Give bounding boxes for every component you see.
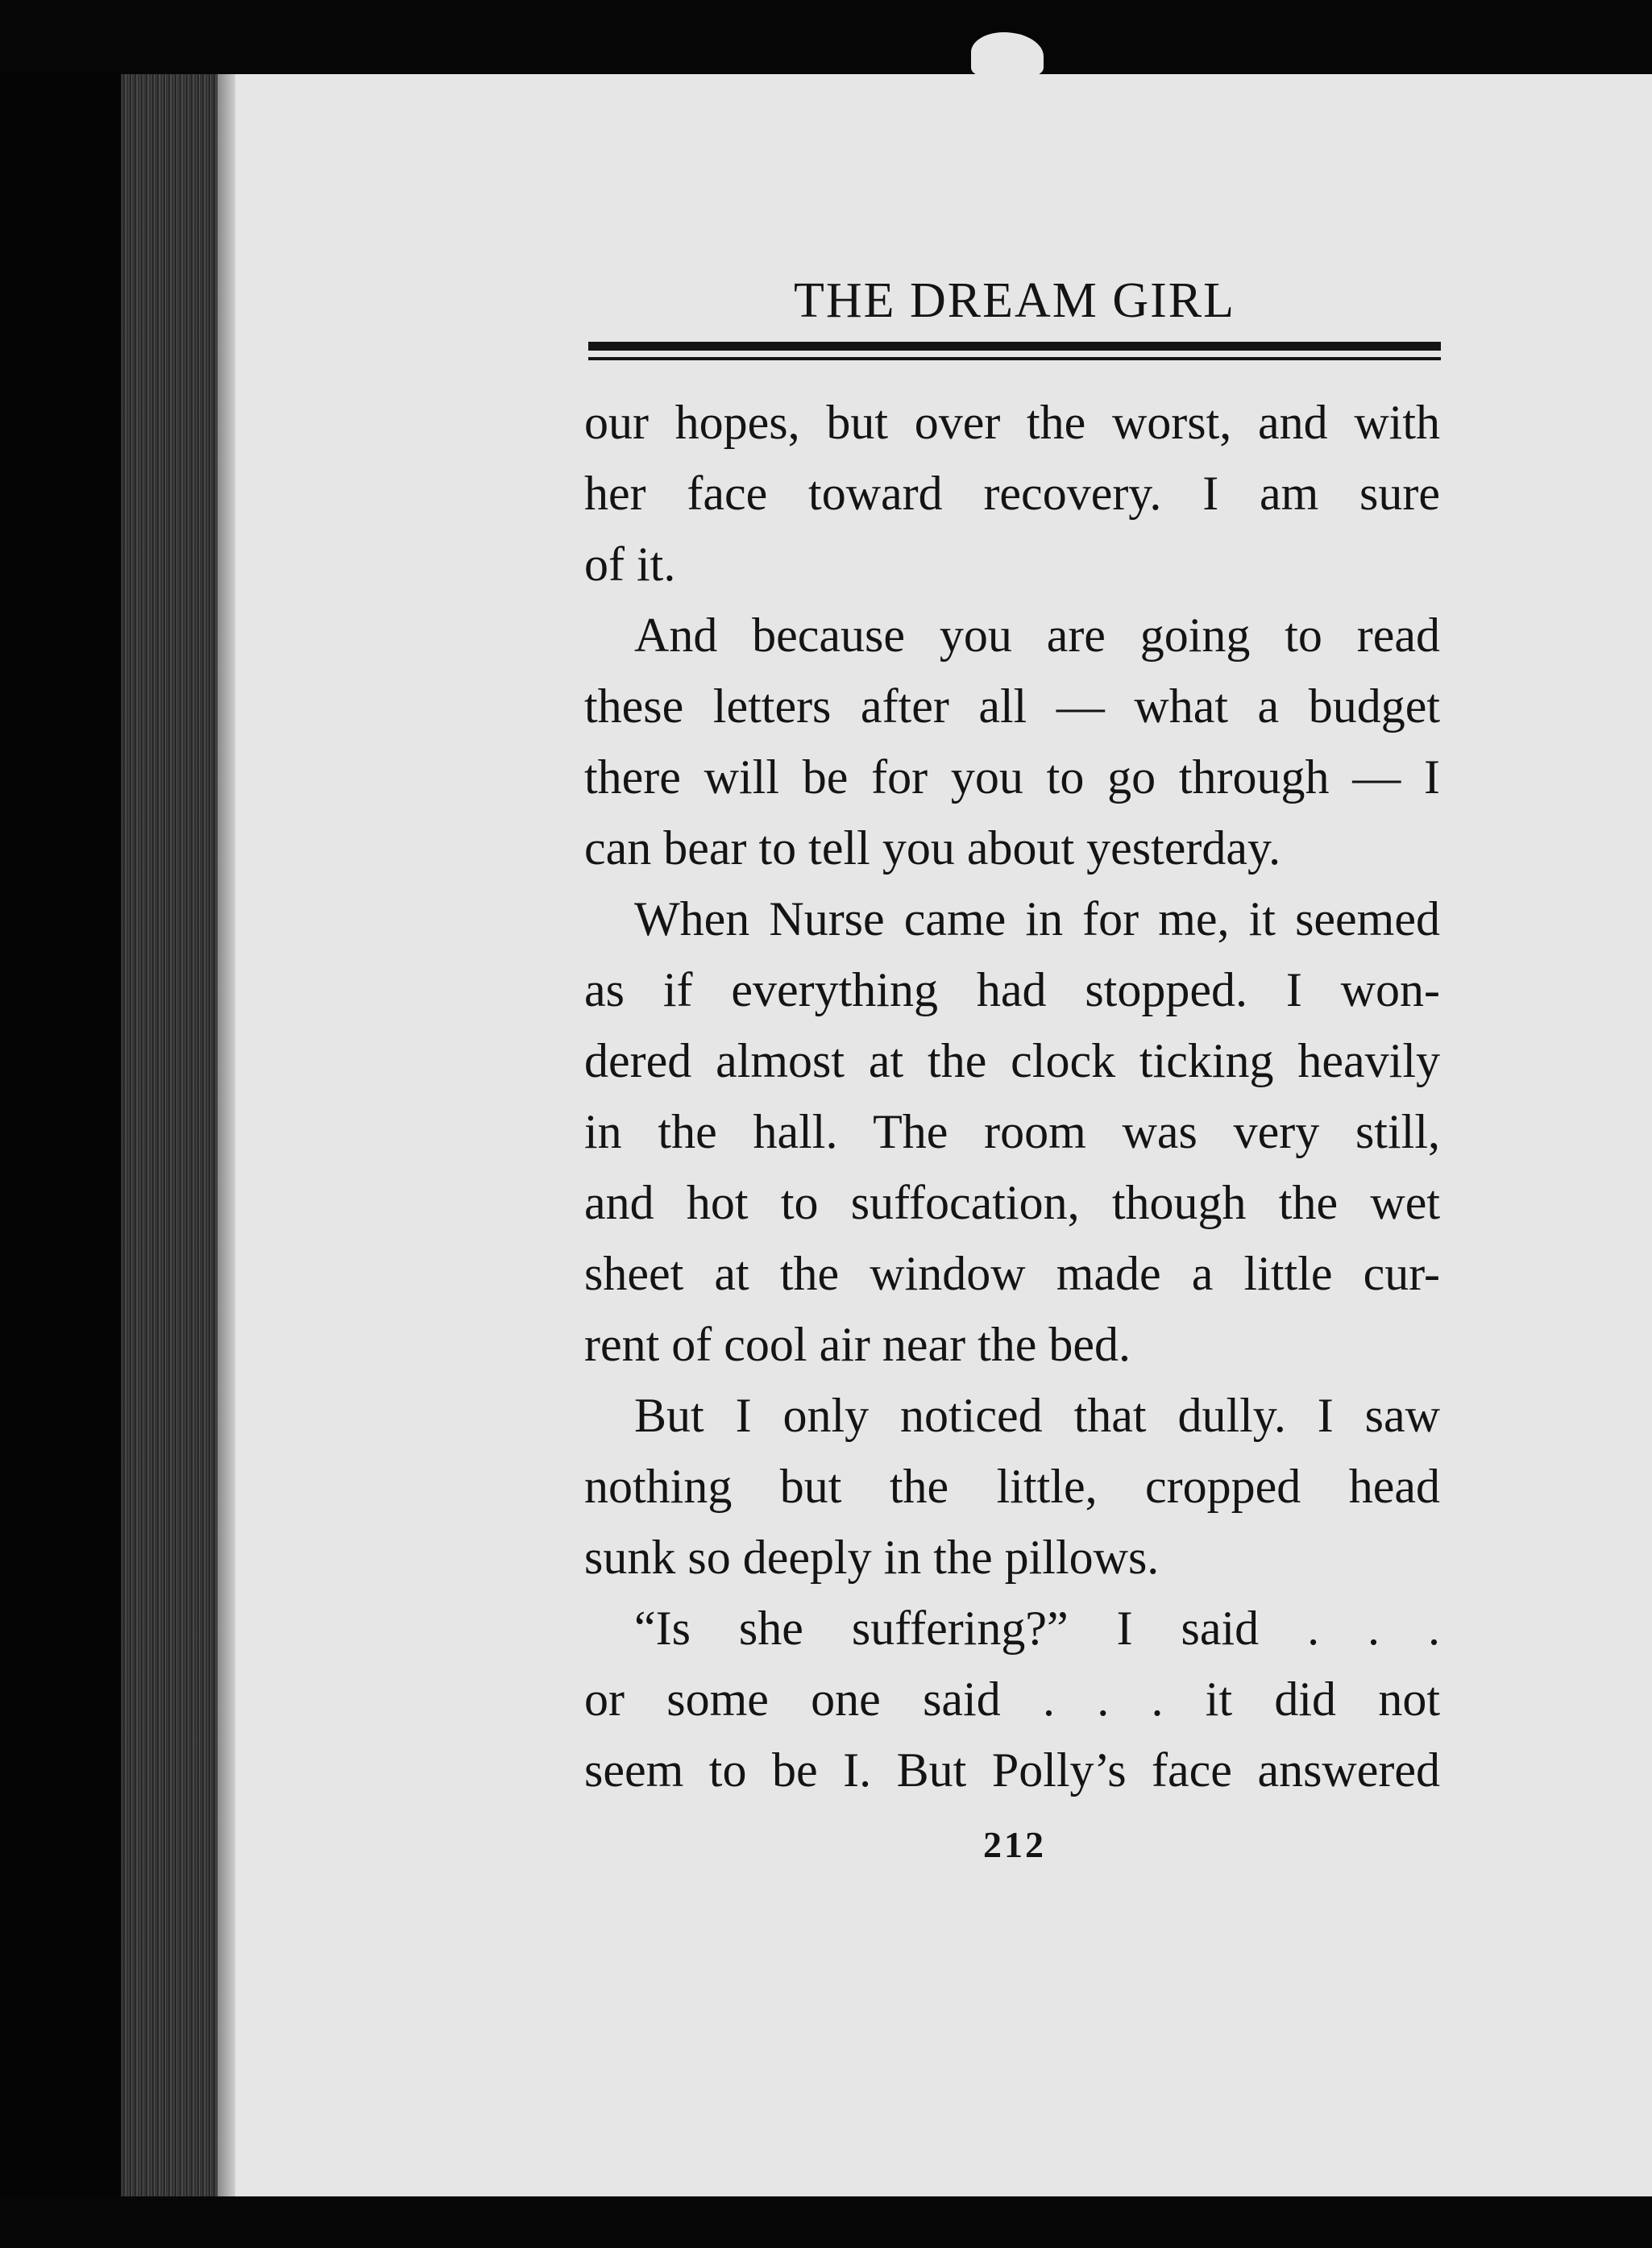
text-line: these letters after all — what a budget — [584, 679, 1440, 733]
page-number: 212 — [983, 1824, 1046, 1865]
text-line: But I only noticed that dully. I saw — [634, 1389, 1440, 1442]
scan-border-top — [0, 0, 1652, 74]
scan-border-bottom — [0, 2196, 1652, 2248]
text-line: “Is she suffering?” I said . . . — [634, 1602, 1440, 1655]
body-text — [584, 387, 1440, 1805]
text-line: as if everything had stopped. I won- — [584, 963, 1440, 1016]
text-line: and hot to suffocation, though the wet — [584, 1176, 1440, 1229]
text-line: can bear to tell you about yesterday. — [584, 821, 1281, 875]
text-line: or some one said . . . it did not — [584, 1672, 1440, 1726]
text-line: seem to be I. But Polly’s face answered — [584, 1743, 1440, 1797]
header-rule-thin — [588, 357, 1441, 360]
header-rule-thick — [588, 342, 1441, 351]
text-line: in the hall. The room was very still, — [584, 1105, 1440, 1158]
text-line: rent of cool air near the bed. — [584, 1318, 1131, 1371]
text-line: of it. — [584, 538, 676, 591]
text-line: When Nurse came in for me, it seemed — [634, 892, 1440, 945]
text-line: And because you are going to read — [634, 609, 1440, 662]
text-line: nothing but the little, cropped head — [584, 1460, 1440, 1513]
page-gutter-edge — [218, 74, 235, 2196]
text-line: sunk so deeply in the pillows. — [584, 1531, 1160, 1584]
text-line: our hopes, but over the worst, and with — [584, 396, 1440, 449]
text-line: sheet at the window made a little cur- — [584, 1247, 1440, 1300]
running-head: THE DREAM GIRL — [793, 273, 1236, 328]
book-spine — [121, 74, 234, 2196]
text-line: her face toward recovery. I am sure — [584, 467, 1440, 520]
text-line: dered almost at the clock ticking heavily — [584, 1034, 1440, 1087]
text-line: there will be for you to go through — I — [584, 750, 1440, 804]
